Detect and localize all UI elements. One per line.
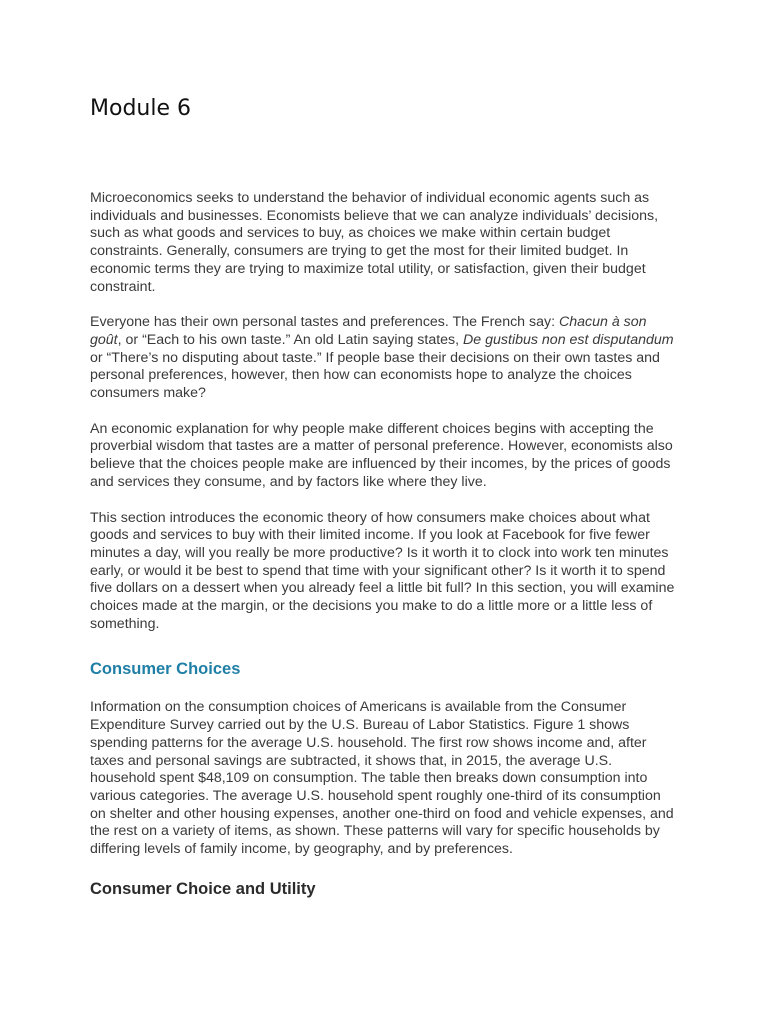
section-heading-consumer-choices: Consumer Choices bbox=[90, 660, 241, 679]
section-heading-consumer-choice-utility: Consumer Choice and Utility bbox=[90, 879, 316, 898]
paragraph-tastes-preferences bbox=[90, 314, 680, 403]
paragraph-text-span: Everyone has their own personal tastes and preferences. The French say: bbox=[90, 314, 559, 331]
paragraph-text-span: , or “Each to his own taste.” An old Latin saying states, bbox=[117, 331, 464, 348]
paragraph-text-span: or “There’s no disputing about taste.” If people base their decisions on their own tastes and personal preferences, however, then how can economists hope to analyze the choices consumers make? bbox=[90, 349, 660, 402]
paragraph-microeconomics-intro: Microeconomics seeks to understand the behavior of individual economic agents such as individuals and businesses. Economists believe that we can analyze individuals’ decisions, such as what goods and services to buy, as choices we make within certain budget constraints. Generally, consumers are trying to get the most for their limited budget. In economic terms they are trying to maximize total utility, or satisfaction, given their budget constraint. bbox=[90, 190, 659, 295]
paragraph-economic-explanation: An economic explanation for why people make different choices begins with accepting the proverbial wisdom that tastes are a matter of personal preference. However, economists also believe that the choices people make are influenced by their incomes, by the prices of goods and services they consume, and by factors like where they live. bbox=[90, 420, 673, 490]
document-body bbox=[90, 190, 680, 899]
latin-saying: De gustibus non est disputandum bbox=[463, 331, 674, 348]
page-title: Module 6 bbox=[90, 96, 191, 121]
paragraph-section-introduction: This section introduces the economic theory of how consumers make choices about what goods and services to buy with their limited income. If you look at Facebook for five fewer minutes a day, will you really be more productive? Is it worth it to clock into work ten minutes early, or would it be best to spend that time with your significant other? Is it worth it to spend five dollars on a dessert when you already feel a little bit full? In this section, you will examine choices made at the margin, or the decisions you make to do a little more or a little less of something. bbox=[90, 509, 675, 632]
paragraph-consumer-expenditure-survey: Information on the consumption choices of Americans is available from the Consumer Expenditure Survey carried out by the U.S. Bureau of Labor Statistics. Figure 1 shows spending patterns for the average U.S. household. The first row shows income and, after taxes and personal savings are subtracted, it shows that, in 2015, the average U.S. household spent $48,109 on consumption. The table then breaks down consumption into various categories. The average U.S. household spent roughly one-third of its consumption on shelter and other housing expenses, another one-third on food and vehicle expenses, and the rest on a variety of items, as shown. These patterns will vary for specific households by differing levels of family income, by geography, and by preferences. bbox=[90, 699, 674, 858]
french-saying: Chacun à son goût bbox=[90, 314, 647, 348]
